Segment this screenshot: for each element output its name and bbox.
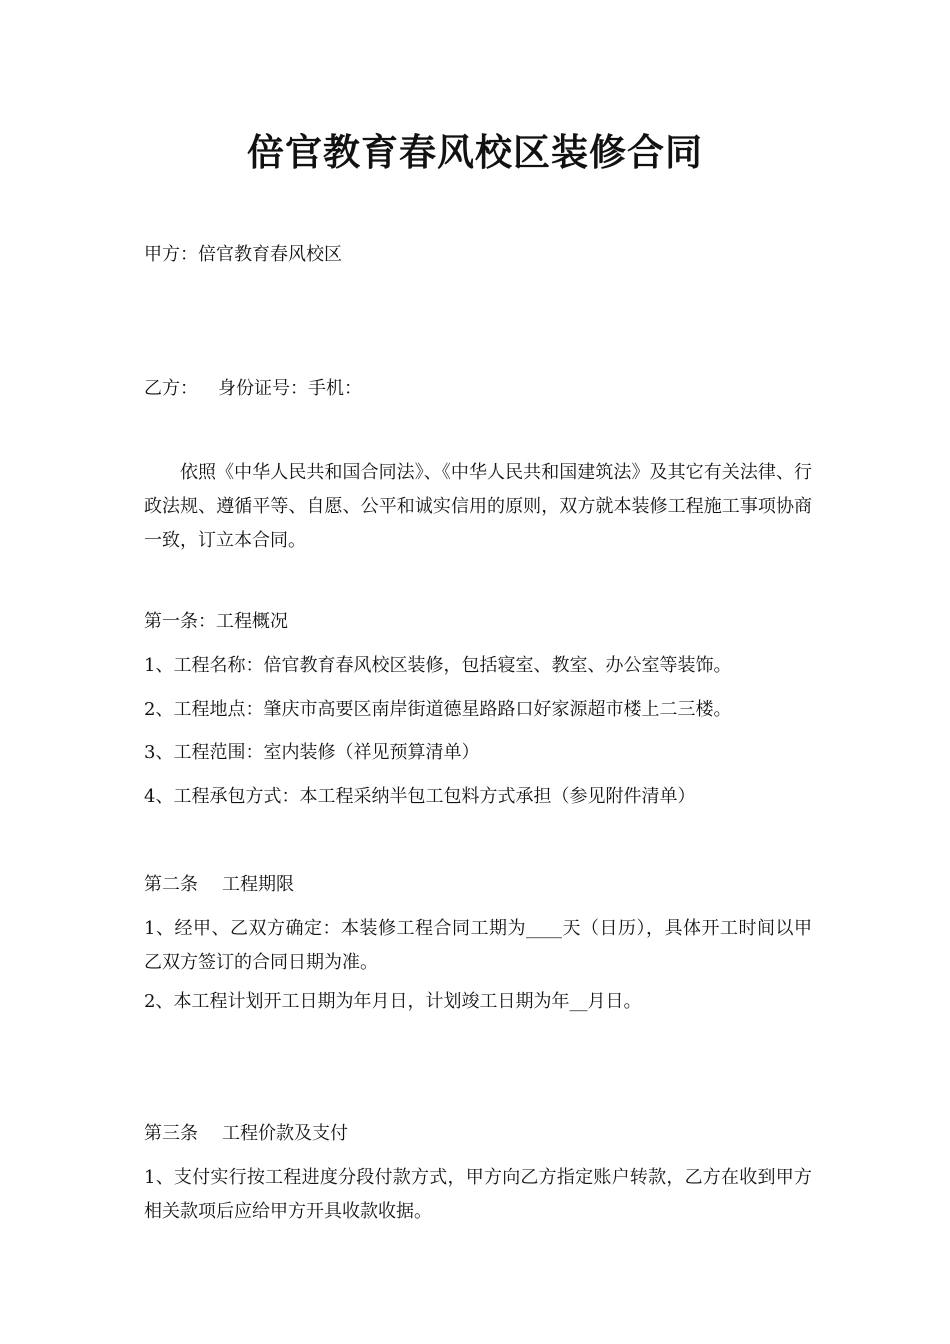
article-2-item-2: 2、本工程计划开工日期为年月日，计划竣工日期为年__月日。 [144,991,642,1012]
article-2-heading [144,873,812,897]
article-1-item-3: 3、工程范围：室内装修（祥见预算清单） [144,742,480,763]
article-3-number: 第三条 [144,1123,198,1144]
article-3-item-1: 1、支付实行按工程进度分段付款方式，甲方向乙方指定账户转款，乙方在收到甲方相关款项后应给甲方开具收款收据。 [144,1167,812,1222]
party-b-line [144,377,812,401]
article-1-heading: 第一条：工程概况 [144,611,288,632]
document-title: 倍官教育春风校区装修合同 [247,130,703,174]
party-b-label: 乙方： [144,378,198,399]
preamble-paragraph: 依照《中华人民共和国合同法》、《中华人民共和国建筑法》及其它有关法律、行政法规、遵循平等、自愿、公平和诚实信用的原则，双方就本装修工程施工事项协商一致，订立本合同。 [144,462,812,551]
article-1-item-1: 1、工程名称：倍官教育春风校区装修，包括寝室、教室、办公室等装饰。 [144,655,732,676]
article-3-title: 工程价款及支付 [222,1123,348,1144]
article-2-item-1: 1、经甲、乙双方确定：本装修工程合同工期为____天（日历），具体开工时间以甲乙双方签订的合同日期为准。 [144,918,812,973]
party-b-id-label: 身份证号：手机： [218,378,362,399]
party-a-line: 甲方：倍官教育春风校区 [144,244,342,265]
article-3-heading [144,1122,812,1146]
article-1-item-2: 2、工程地点：肇庆市高要区南岸街道德星路路口好家源超市楼上二三楼。 [144,699,732,720]
article-2-title: 工程期限 [222,874,294,895]
article-1-item-4: 4、工程承包方式：本工程采纳半包工包料方式承担（参见附件清单） [144,786,696,807]
article-2-number: 第二条 [144,874,198,895]
